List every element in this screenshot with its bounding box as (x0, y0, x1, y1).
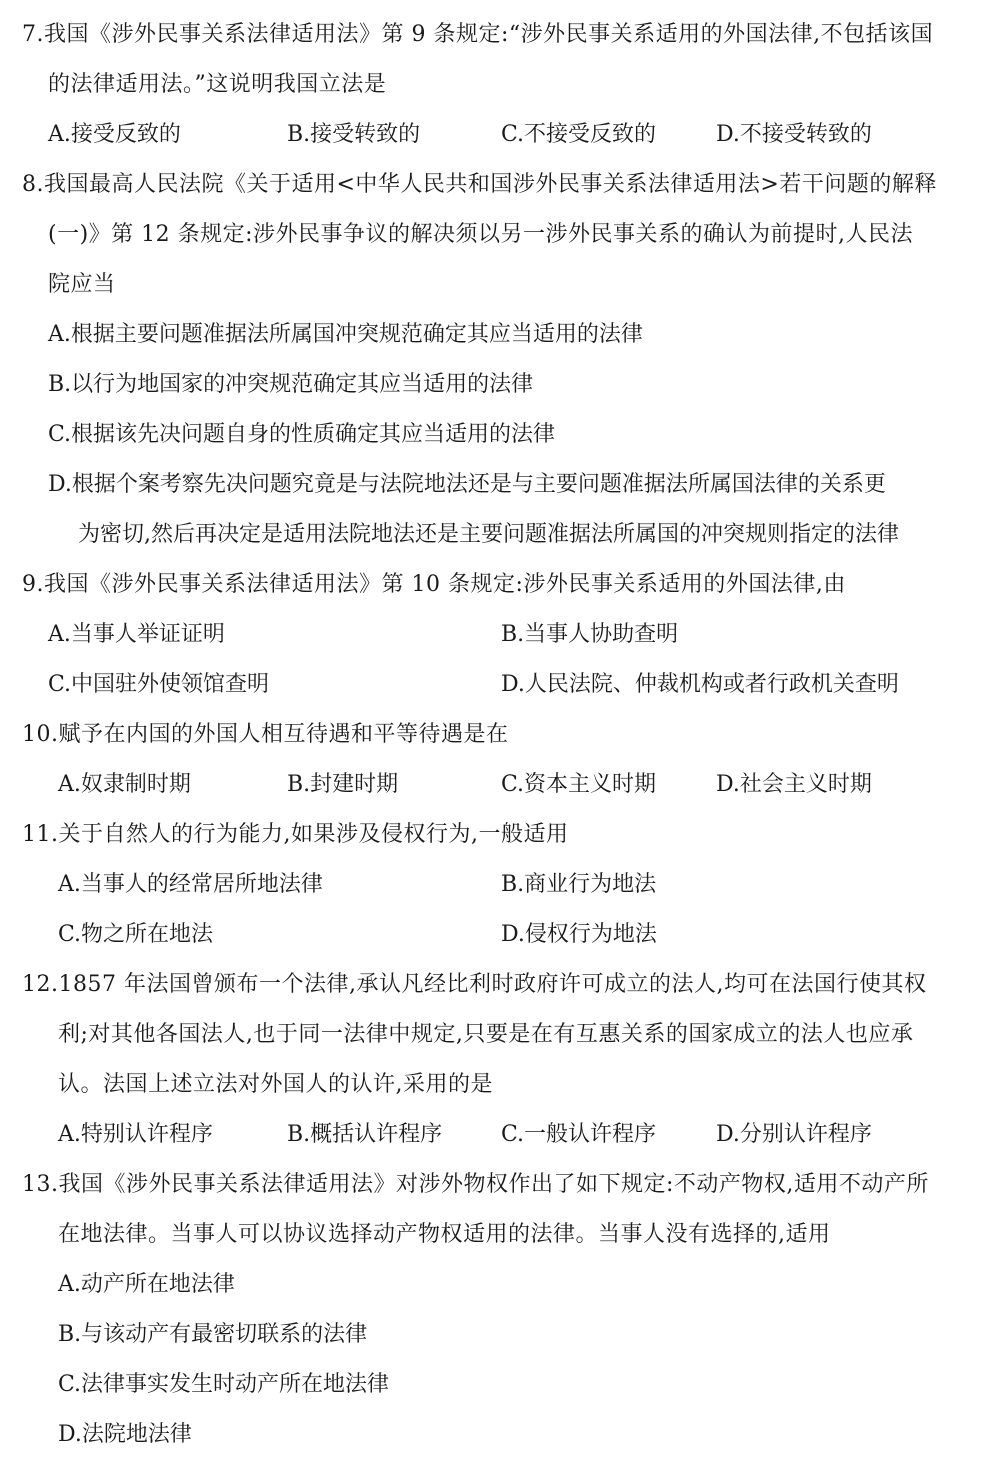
option-text: 物之所在地法 (81, 922, 214, 947)
option-label: D. (716, 122, 740, 147)
option-label: C. (501, 772, 525, 797)
option-b (287, 1120, 442, 1150)
option-label: B. (287, 1122, 311, 1147)
option-label: A. (48, 322, 71, 347)
option-c (501, 770, 656, 800)
question-stem (22, 820, 569, 850)
option-b (501, 870, 656, 900)
option-label: D. (501, 672, 525, 697)
question-stem (22, 170, 937, 200)
option-text: 根据主要问题准据法所属国冲突规范确定其应当适用的法律 (70, 322, 643, 347)
question-stem (22, 970, 926, 1000)
option-c (48, 420, 555, 450)
option-a (58, 1120, 213, 1150)
option-label: C. (501, 1122, 525, 1147)
stem-line: 在地法律。当事人可以协议选择动产物权适用的法律。当事人没有选择的,适用 (58, 1222, 831, 1247)
option-a (58, 870, 323, 900)
option-text: 接受反致的 (70, 122, 181, 147)
option-label: D. (58, 1422, 82, 1447)
option-text: 法律事实发生时动产所在地法律 (81, 1372, 390, 1397)
option-b (501, 620, 678, 650)
option-label: B. (501, 872, 525, 897)
option-b (287, 770, 398, 800)
option-text: 商业行为地法 (524, 872, 657, 897)
stem-line: 我国《涉外民事关系法律适用法》对涉外物权作出了如下规定:不动产物权,适用不动产所 (58, 1172, 929, 1197)
stem-line: 我国《涉外民事关系法律适用法》第 10 条规定:涉外民事关系适用的外国法律,由 (44, 572, 846, 597)
option-text: 一般认许程序 (524, 1122, 657, 1147)
option-d-continuation: 为密切,然后再决定是适用法院地法还是主要问题准据法所属国的冲突规则指定的法律 (78, 522, 899, 547)
option-text: 不接受转致的 (739, 122, 872, 147)
option-c (58, 920, 213, 950)
question-stem (22, 570, 846, 600)
stem-line: 院应当 (48, 272, 116, 297)
option-label: C. (58, 922, 82, 947)
option-label: B. (287, 122, 311, 147)
option-text: 封建时期 (310, 772, 399, 797)
option-a (58, 1270, 235, 1300)
option-d (58, 1420, 192, 1450)
option-label: D. (48, 472, 72, 497)
question-number: 8. (22, 172, 44, 197)
stem-line: 1857 年法国曾颁布一个法律,承认凡经比利时政府许可成立的法人,均可在法国行使其权 (58, 972, 927, 997)
option-label: C. (48, 672, 72, 697)
option-label: B. (501, 622, 525, 647)
stem-line: 我国最高人民法院《关于适用<中华人民共和国涉外民事关系法律适用法>若干问题的解释 (44, 172, 937, 197)
option-d (716, 120, 872, 150)
option-text: 资本主义时期 (524, 772, 657, 797)
option-b (58, 1320, 367, 1350)
option-label: A. (58, 1122, 81, 1147)
stem-line: 的法律适用法。”这说明我国立法是 (48, 72, 387, 97)
question-stem (22, 1170, 929, 1200)
option-b (287, 120, 420, 150)
stem-line: 我国《涉外民事关系法律适用法》第 9 条规定:“涉外民事关系适用的外国法律,不包括该国 (44, 22, 934, 47)
option-d (716, 1120, 872, 1150)
option-a (48, 120, 181, 150)
option-c (501, 1120, 656, 1150)
option-text: 分别认许程序 (739, 1122, 872, 1147)
option-d (716, 770, 872, 800)
question-number: 7. (22, 22, 44, 47)
option-a (48, 320, 643, 350)
option-c (58, 1370, 389, 1400)
option-text: 侵权行为地法 (524, 922, 657, 947)
option-text: 奴隶制时期 (80, 772, 191, 797)
option-label: A. (58, 772, 81, 797)
option-d (48, 470, 886, 500)
option-label: C. (48, 422, 72, 447)
option-text: 中国驻外使领馆查明 (71, 672, 270, 697)
stem-line: 赋予在内国的外国人相互待遇和平等待遇是在 (58, 722, 509, 747)
stem-line: 利;对其他各国法人,也于同一法律中规定,只要是在有互惠关系的国家成立的法人也应承 (58, 1022, 914, 1047)
option-label: B. (58, 1322, 82, 1347)
option-label: C. (58, 1372, 82, 1397)
question-stem (22, 20, 933, 50)
stem-line: (一)》第 12 条规定:涉外民事争议的解决须以另一涉外民事关系的确认为前提时,人民法 (48, 222, 914, 247)
option-text: 动产所在地法律 (80, 1272, 235, 1297)
stem-line: 认。法国上述立法对外国人的认许,采用的是 (58, 1072, 493, 1097)
option-label: B. (287, 772, 311, 797)
option-label: D. (501, 922, 525, 947)
stem-line: 关于自然人的行为能力,如果涉及侵权行为,一般适用 (58, 822, 569, 847)
option-text: 当事人的经常居所地法律 (80, 872, 323, 897)
question-number: 12. (22, 972, 59, 997)
option-d (501, 920, 657, 950)
option-label: D. (716, 772, 740, 797)
option-text: 人民法院、仲裁机构或者行政机关查明 (524, 672, 899, 697)
option-a (48, 620, 225, 650)
option-text: 根据个案考察先决问题究竟是与法院地法还是与主要问题准据法所属国法律的关系更 (71, 472, 886, 497)
option-text: 当事人举证证明 (70, 622, 225, 647)
option-label: A. (58, 872, 81, 897)
option-label: B. (48, 372, 72, 397)
option-text: 以行为地国家的冲突规范确定其应当适用的法律 (71, 372, 534, 397)
option-text: 接受转致的 (310, 122, 421, 147)
option-text: 根据该先决问题自身的性质确定其应当适用的法律 (71, 422, 556, 447)
question-number: 11. (22, 822, 59, 847)
option-c (48, 670, 269, 700)
option-c (501, 120, 656, 150)
question-number: 10. (22, 722, 59, 747)
option-label: A. (58, 1272, 81, 1297)
option-text: 当事人协助查明 (524, 622, 679, 647)
question-stem (22, 720, 509, 750)
option-d (501, 670, 899, 700)
option-text: 特别认许程序 (80, 1122, 213, 1147)
option-text: 与该动产有最密切联系的法律 (81, 1322, 368, 1347)
option-text: 法院地法律 (81, 1422, 192, 1447)
option-text: 社会主义时期 (739, 772, 872, 797)
option-b (48, 370, 533, 400)
question-number: 13. (22, 1172, 59, 1197)
option-text: 概括认许程序 (310, 1122, 443, 1147)
option-label: A. (48, 622, 71, 647)
option-label: A. (48, 122, 71, 147)
option-a (58, 770, 191, 800)
option-label: C. (501, 122, 525, 147)
option-text: 不接受反致的 (524, 122, 657, 147)
question-number: 9. (22, 572, 44, 597)
option-label: D. (716, 1122, 740, 1147)
